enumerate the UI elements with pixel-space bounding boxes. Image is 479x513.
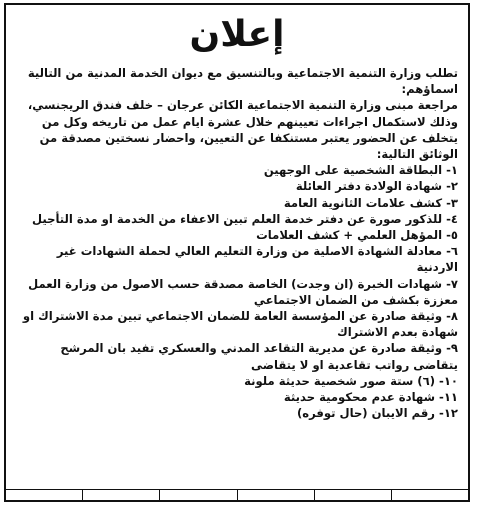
list-item: ٢- شهادة الولادة دفتر العائلة [295,179,458,194]
list-item: ٧- شهادات الخبرة (ان وجدت) الخاصة مصدقة حسب الاصول من وزارة العمل معززة بكشف من الضمان الاجتماعي [28,276,458,307]
list-item: ١٢- رقم الايبان (حال توفره) [296,406,458,421]
list-item: ٣- كشف علامات الثانوية العامة [283,195,458,210]
strip-cell [6,490,83,500]
required-documents-list [16,162,458,421]
strip-cell [392,490,468,500]
announcement-frame [4,3,470,502]
list-item: ١٠- (٦) ستة صور شخصية حديثة ملونة [244,373,458,388]
bottom-divider-strip [6,489,468,500]
list-item: ١- البطاقة الشخصية على الوجهين [263,163,458,178]
list-item: ٩- وثيقة صادرة عن مديرية التقاعد المدني والعسكري تفيد بان المرشح يتقاضى رواتب تقاعدية او لا يتقاضى [60,341,458,372]
list-item: ٤- للذكور صورة عن دفتر خدمة العلم تبين الاعفاء من الخدمة او مدة التأجيل [32,211,458,226]
strip-cell [83,490,160,500]
strip-cell [160,490,237,500]
list-item: ٨- وثيقة صادرة عن المؤسسة العامة للضمان الاجتماعي تبين مدة الاشتراك او شهادة بعدم الاشتراك [22,309,458,340]
intro-line: مراجعة مبنى وزارة التنمية الاجتماعية الكائن عرجان – خلف فندق الريجنسي، وذلك لاستكمال اجراءات تعيينهم خلال عشرة ايام عمل من تاريخه وكل من يتخلف عن الحضور يعتبر مستنكفا عن التعيين، واحضار نسختين مصدقة من الوثائق التالية: [27,98,458,162]
announcement-body [16,65,458,421]
list-item: ٥- المؤهل العلمي + كشف العلامات [256,228,458,243]
intro-line: تطلب وزارة التنمية الاجتماعية وبالتنسيق مع ديوان الخدمة المدنية من التالية اسماؤهم: [27,66,458,97]
strip-cell [315,490,392,500]
list-item: ١١- شهادة عدم محكومية حديثة [283,390,458,405]
announcement-intro [16,65,458,162]
list-item: ٦- معادلة الشهادة الاصلية من وزارة التعليم العالي لحملة الشهادات غير الاردنية [56,244,458,275]
strip-cell [238,490,315,500]
announcement-title: إعلان [189,14,285,55]
